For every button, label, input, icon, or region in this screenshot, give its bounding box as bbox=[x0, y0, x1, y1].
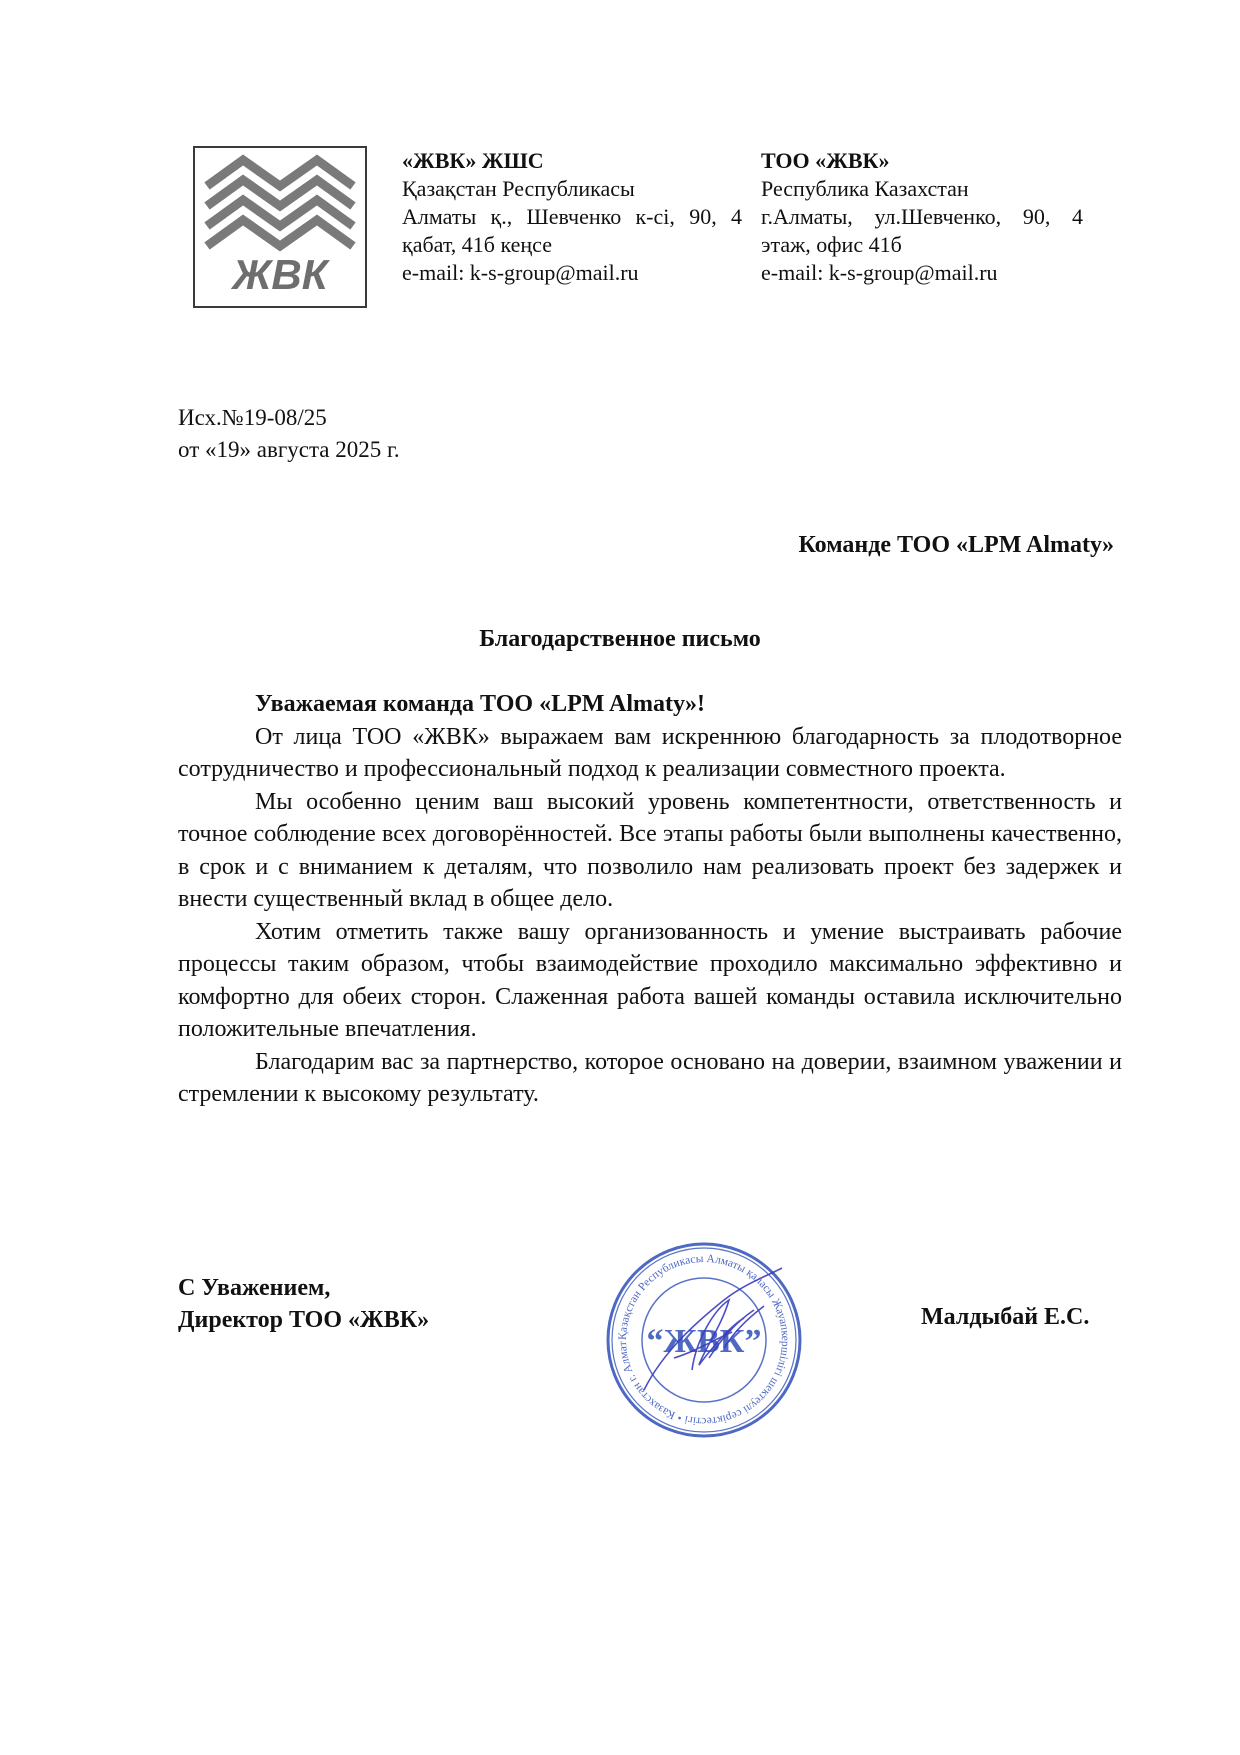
company-name-rus: ТОО «ЖВК» bbox=[761, 148, 890, 173]
paragraph-2: Мы особенно ценим ваш высокий уровень компетентности, ответственность и точное соблюдение всех договорённостей. Все этапы работы были выполнены качественно, в срок и с вниманием к деталям, что позволило нам реализовать проект без задержек и внести существенный вклад в общее дело. bbox=[178, 788, 1122, 912]
closing-position: Директор ТОО «ЖВК» bbox=[178, 1307, 430, 1333]
closing-block bbox=[178, 1272, 429, 1336]
address-kaz-line1: Алматы қ., Шевченко к-сі, 90, 4 bbox=[402, 204, 742, 229]
email-rus: e-mail: k-s-group@mail.ru bbox=[761, 260, 998, 285]
addressee: Команде ТОО «LPM Almaty» bbox=[798, 532, 1114, 558]
address-rus-line2: этаж, офис 41б bbox=[761, 232, 902, 257]
company-logo bbox=[193, 146, 367, 308]
paragraph-4: Благодарим вас за партнерство, которое основано на доверии, взаимном уважении и стремлении к высокому результату. bbox=[178, 1048, 1122, 1107]
address-rus-line1: г.Алматы, ул.Шевченко, 90, 4 bbox=[761, 204, 1083, 229]
letter-title: Благодарственное письмо bbox=[479, 626, 761, 652]
address-kaz-line2: қабат, 41б кеңсе bbox=[402, 232, 552, 257]
ref-number: Исх.№19-08/25 bbox=[178, 405, 327, 430]
ref-date: от «19» августа 2025 г. bbox=[178, 437, 400, 462]
country-kaz: Қазақстан Республикасы bbox=[402, 176, 635, 201]
country-rus: Республика Казахстан bbox=[761, 176, 969, 201]
logo-chevrons-icon bbox=[195, 148, 365, 306]
stamp-center-text: “ЖВК” bbox=[646, 1323, 762, 1360]
logo-text: ЖВК bbox=[232, 251, 328, 298]
stamp-ring-text: Қазақстан Республикасы Алматы қаласы Жауапкершілігі шектеулі серіктестігі • Казахстан г. Алмат bbox=[616, 1252, 792, 1428]
paragraph-3: Хотим отметить также вашу организованность и умение выстраивать рабочие процессы таким образом, чтобы взаимодействие проходило максимально эффективно и комфортно для обеих сторон. Слаженная работа вашей команды оставила исключительно положительные впечатления. bbox=[178, 918, 1122, 1042]
company-stamp bbox=[604, 1240, 804, 1440]
signer-name: Малдыбай Е.С. bbox=[921, 1304, 1090, 1330]
closing-regards: С Уважением, bbox=[178, 1275, 331, 1301]
company-name-kaz: «ЖВК» ЖШС bbox=[402, 148, 544, 173]
email-kaz: e-mail: k-s-group@mail.ru bbox=[402, 260, 639, 285]
header-rus bbox=[761, 147, 1101, 287]
outgoing-reference bbox=[178, 402, 400, 466]
stamp-seal-icon bbox=[604, 1240, 804, 1440]
letter-body bbox=[178, 688, 1122, 1111]
greeting: Уважаемая команда ТОО «LPM Almaty»! bbox=[255, 691, 706, 717]
header-kaz bbox=[402, 147, 742, 287]
paragraph-1: От лица ТОО «ЖВК» выражаем вам искреннюю благодарность за плодотворное сотрудничество и профессиональный подход к реализации совместного проекта. bbox=[178, 723, 1122, 782]
